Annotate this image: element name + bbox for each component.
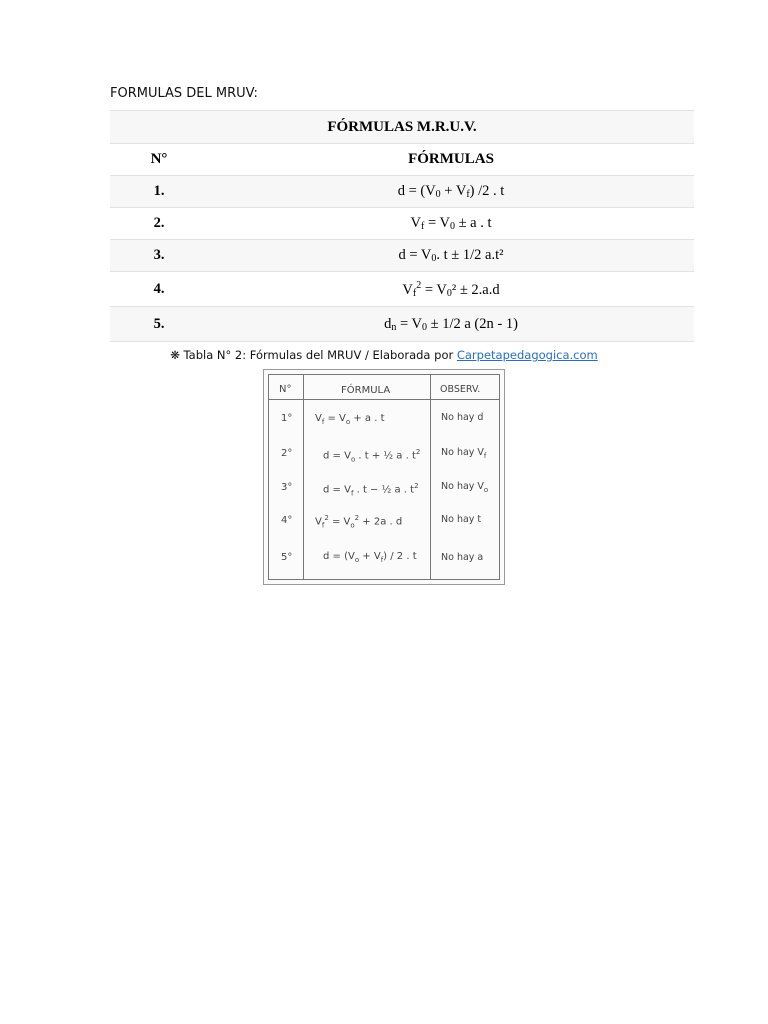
figure-header-observation: OBSERV. <box>440 384 481 395</box>
figure-row-number: 1° <box>281 413 293 424</box>
page-heading: FORMULAS DEL MRUV: <box>110 86 258 101</box>
figure-row-formula: $d = (V_o + V_f) / 2$ . t <box>323 551 417 564</box>
row-number: 1. <box>110 176 208 208</box>
figure-row-formula: $d = V_f$ . t − ½ a . $t^2$ <box>323 482 419 498</box>
table-title: FÓRMULAS M.R.U.V. <box>110 111 694 144</box>
figure-header-number: N° <box>279 384 292 395</box>
figure-row-observation: No hay $V_o$ <box>441 481 489 494</box>
table-row <box>110 272 694 307</box>
figure-row-observation: No hay $V_f$ <box>441 447 487 460</box>
figure-divider <box>430 375 431 579</box>
figure-row-number: 3° <box>281 482 293 493</box>
row-formula: $V_f^2 = V_0^2 \pm 2.a.d$ <box>208 272 694 307</box>
figure-table <box>268 374 500 580</box>
row-formula: $V_f = V_0 \pm a$ . t <box>208 208 694 240</box>
figure-header-formula: FÓRMULA <box>341 385 391 396</box>
row-formula: $d_n = V_0 \pm 1/2$ a (2n - 1) <box>208 307 694 342</box>
row-number: 5. <box>110 307 208 342</box>
row-formula: $d = V_0$. t ± 1/2 a.t² <box>208 240 694 272</box>
figure-row-number: 2° <box>281 448 293 459</box>
column-header-number: N° <box>110 144 208 176</box>
figure-row-formula: $d = V_o$ . t + ½ a . $t^2$ <box>323 448 421 464</box>
table-header-row <box>110 144 694 176</box>
row-number: 4. <box>110 272 208 307</box>
figure-row-number: 5° <box>281 552 293 563</box>
figure-row-observation: No hay t <box>441 514 482 525</box>
table-caption <box>0 348 768 362</box>
figure-row-formula: $V_f = V_o + a$ . t <box>315 413 385 426</box>
figure-row-observation: No hay a <box>441 552 484 563</box>
figure-row-observation: No hay d <box>441 412 484 423</box>
row-number: 2. <box>110 208 208 240</box>
figure-divider <box>303 375 304 579</box>
formulas-figure-image <box>263 369 505 585</box>
figure-row-number: 4° <box>281 515 293 526</box>
source-link[interactable]: Carpetapedagogica.com <box>456 348 598 362</box>
figure-row-formula: $V_f^2 = V_o^2 + 2a$ . d <box>315 514 403 530</box>
table-row <box>110 307 694 342</box>
caption-text: ❋ Tabla N° 2: Fórmulas del MRUV / Elaborada por <box>170 348 454 362</box>
mruv-formulas-table <box>110 110 694 342</box>
table-row <box>110 240 694 272</box>
figure-divider <box>269 399 499 400</box>
row-formula: $d = (V_0 + V_f)$ /2 . t <box>208 176 694 208</box>
row-number: 3. <box>110 240 208 272</box>
table-title-row <box>110 111 694 144</box>
table-row <box>110 176 694 208</box>
column-header-formulas: FÓRMULAS <box>208 144 694 176</box>
table-row <box>110 208 694 240</box>
